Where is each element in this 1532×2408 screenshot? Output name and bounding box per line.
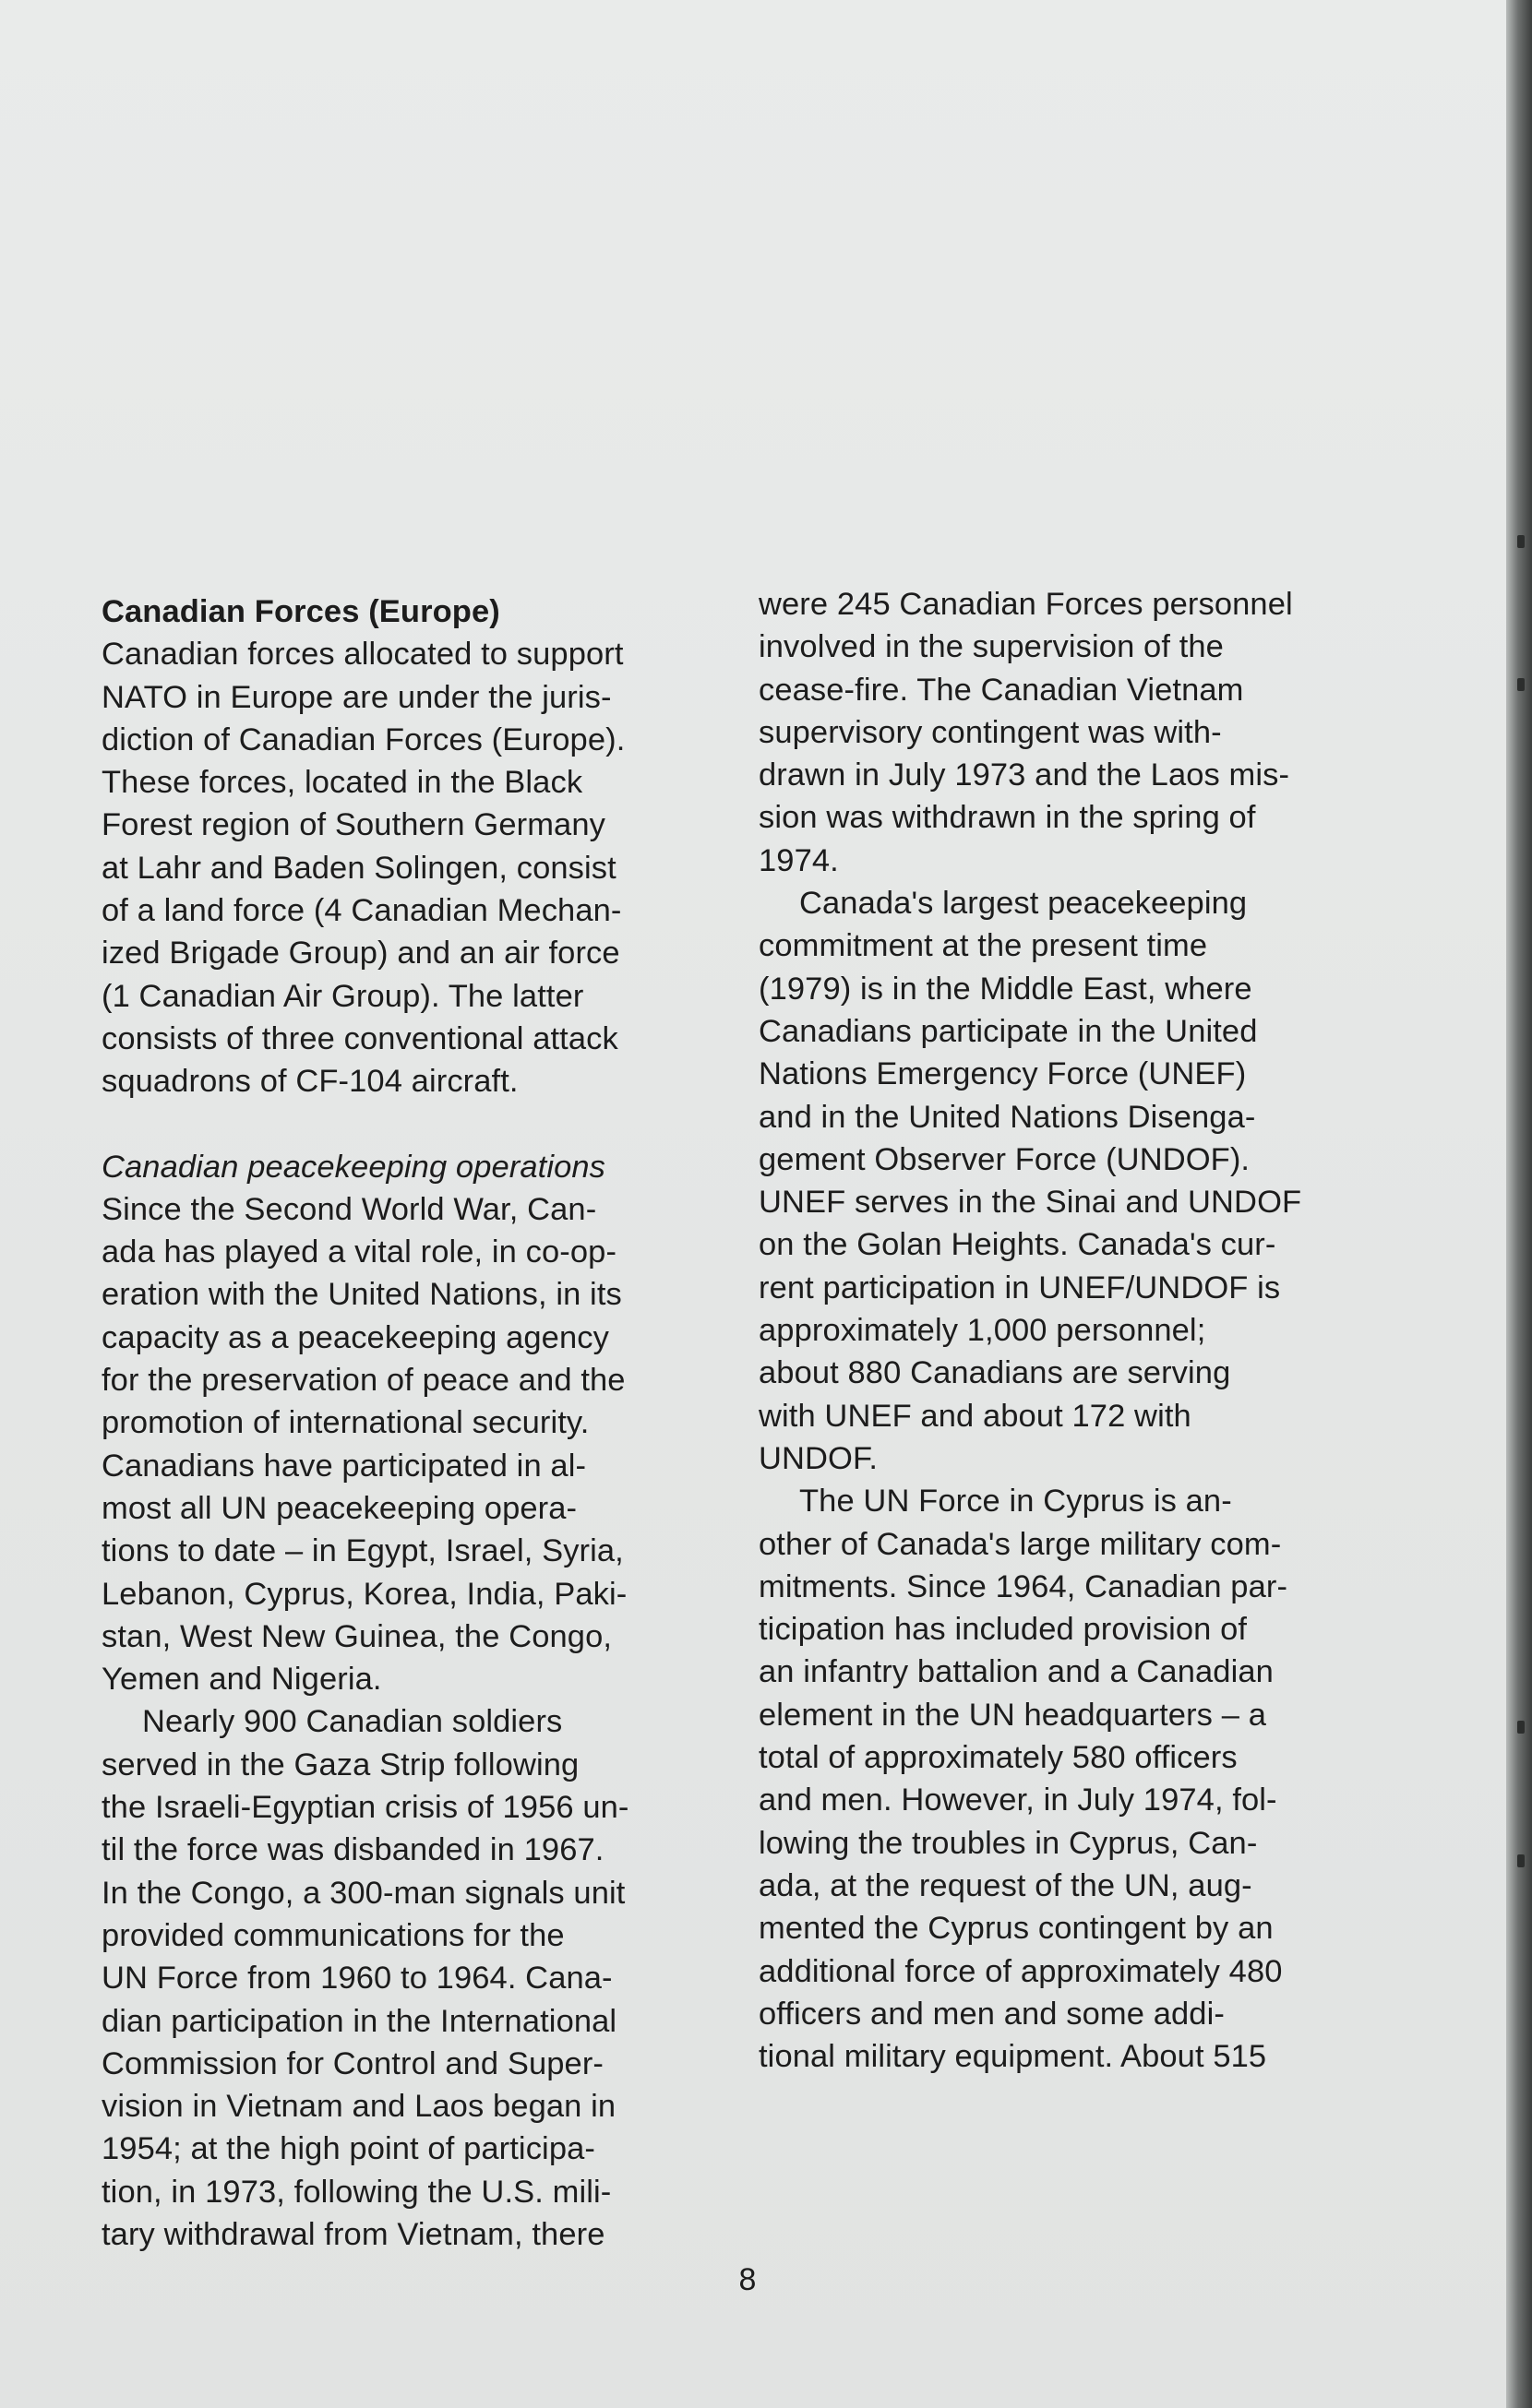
text-line: squadrons of CF-104 aircraft.	[102, 1064, 519, 1100]
text-line: UNEF serves in the Sinai and UNDOF	[759, 1185, 1302, 1221]
text-line: UN Force from 1960 to 1964. Cana-	[102, 1961, 613, 1997]
text-line: Yemen and Nigeria.	[102, 1662, 382, 1698]
text-line: (1979) is in the Middle East, where	[759, 971, 1252, 1007]
text-line: 1974.	[759, 842, 839, 878]
text-line: ticipation has included provision of	[759, 1612, 1248, 1648]
text-line: vision in Vietnam and Laos began in	[102, 2089, 616, 2125]
text-line: 1954; at the high point of participa-	[102, 2131, 595, 2167]
text-line: involved in the supervision of the	[759, 629, 1224, 665]
text-line: Nations Emergency Force (UNEF)	[759, 1056, 1247, 1092]
text-line: for the preservation of peace and the	[102, 1363, 626, 1399]
text-line: eration with the United Nations, in its	[102, 1277, 622, 1313]
text-line: at Lahr and Baden Solingen, consist	[102, 850, 616, 886]
text-line: approximately 1,000 personnel;	[759, 1313, 1206, 1349]
text-line: additional force of approximately 480	[759, 1953, 1283, 1989]
section-heading-peacekeeping: Canadian peacekeeping operations	[102, 1149, 606, 1185]
text-line: dian participation in the International	[102, 2003, 617, 2039]
text-line: Since the Second World War, Can-	[102, 1191, 597, 1227]
paragraph-body	[759, 924, 1395, 1480]
text-line: til the force was disbanded in 1967.	[102, 1832, 604, 1868]
text-line: an infantry battalion and a Canadian	[759, 1654, 1274, 1690]
text-line: commitment at the present time	[759, 928, 1208, 964]
text-line: served in the Gaza Strip following	[102, 1746, 580, 1782]
text-line: the Israeli-Egyptian crisis of 1956 un-	[102, 1790, 629, 1826]
text-line: tion, in 1973, following the U.S. mili-	[102, 2174, 612, 2210]
section-gap	[102, 1103, 729, 1146]
text-line: were 245 Canadian Forces personnel	[759, 587, 1293, 622]
text-line: sion was withdrawn in the spring of	[759, 800, 1256, 836]
paragraph-first-line: The UN Force in Cyprus is an-	[799, 1484, 1232, 1520]
text-line: lowing the troubles in Cyprus, Can-	[759, 1825, 1258, 1861]
text-line: Lebanon, Cyprus, Korea, India, Paki-	[102, 1576, 628, 1612]
edge-mark	[1517, 535, 1525, 548]
text-line: supervisory contingent was with-	[759, 714, 1222, 750]
text-line: on the Golan Heights. Canada's cur-	[759, 1227, 1276, 1263]
text-line: officers and men and some addi-	[759, 1996, 1225, 2032]
left-column	[102, 590, 729, 2256]
text-line: ada, at the request of the UN, aug-	[759, 1867, 1252, 1903]
text-line: Canadians have participated in al-	[102, 1448, 587, 1484]
text-line: tary withdrawal from Vietnam, there	[102, 2216, 605, 2252]
text-line: about 880 Canadians are serving	[759, 1355, 1231, 1391]
text-line: other of Canada's large military com-	[759, 1526, 1282, 1562]
text-line: Canadian forces allocated to support	[102, 637, 624, 673]
edge-mark	[1517, 1721, 1525, 1734]
text-line: mented the Cyprus contingent by an	[759, 1911, 1274, 1947]
text-line: element in the UN headquarters – a	[759, 1697, 1266, 1733]
text-line: These forces, located in the Black	[102, 765, 583, 801]
page-spine-edge	[1506, 0, 1532, 2408]
text-line: total of approximately 580 officers	[759, 1740, 1238, 1776]
text-line: drawn in July 1973 and the Laos mis-	[759, 757, 1290, 793]
text-line: consists of three conventional attack	[102, 1020, 618, 1056]
edge-mark	[1517, 678, 1525, 691]
paragraph-first-line: Canada's largest peacekeeping	[799, 886, 1248, 922]
text-line: tions to date – in Egypt, Israel, Syria,	[102, 1533, 624, 1569]
text-line: Canadians participate in the United	[759, 1013, 1258, 1049]
text-line: stan, West New Guinea, the Congo,	[102, 1618, 613, 1654]
text-line: ada has played a vital role, in co-op-	[102, 1234, 617, 1270]
text-line: with UNEF and about 172 with	[759, 1398, 1191, 1434]
text-line: of a land force (4 Canadian Mechan-	[102, 893, 622, 929]
text-line: and in the United Nations Disenga-	[759, 1099, 1256, 1135]
text-line: cease-fire. The Canadian Vietnam	[759, 672, 1244, 708]
text-line: (1 Canadian Air Group). The latter	[102, 978, 584, 1014]
section1-body	[102, 633, 729, 1103]
text-line: In the Congo, a 300-man signals unit	[102, 1875, 626, 1911]
paragraph-body	[102, 1744, 729, 2257]
text-line: and men. However, in July 1974, fol-	[759, 1782, 1277, 1818]
paragraph-body	[759, 1523, 1395, 2079]
text-line: rent participation in UNEF/UNDOF is	[759, 1270, 1281, 1305]
text-line: capacity as a peacekeeping agency	[102, 1319, 609, 1355]
text-line: mitments. Since 1964, Canadian par-	[759, 1568, 1288, 1604]
text-line: Commission for Control and Super-	[102, 2045, 604, 2081]
text-line: provided communications for the	[102, 1917, 565, 1953]
text-line: ized Brigade Group) and an air force	[102, 936, 620, 972]
text-line: UNDOF.	[759, 1440, 879, 1476]
paragraph-first-line: Nearly 900 Canadian soldiers	[142, 1704, 563, 1740]
edge-mark	[1517, 1854, 1525, 1867]
right-column	[759, 583, 1395, 2078]
page-number: 8	[738, 2262, 757, 2297]
text-line: gement Observer Force (UNDOF).	[759, 1141, 1251, 1177]
text-line: tional military equipment. About 515	[759, 2039, 1267, 2075]
text-line: NATO in Europe are under the juris-	[102, 679, 612, 715]
section2-body	[102, 1188, 729, 1701]
text-line: Forest region of Southern Germany	[102, 807, 605, 843]
paragraph-body	[759, 583, 1395, 882]
text-line: diction of Canadian Forces (Europe).	[102, 721, 626, 757]
text-line: promotion of international security.	[102, 1405, 590, 1441]
section-heading-canadian-forces-europe: Canadian Forces (Europe)	[102, 594, 500, 629]
text-line: most all UN peacekeeping opera-	[102, 1490, 578, 1526]
